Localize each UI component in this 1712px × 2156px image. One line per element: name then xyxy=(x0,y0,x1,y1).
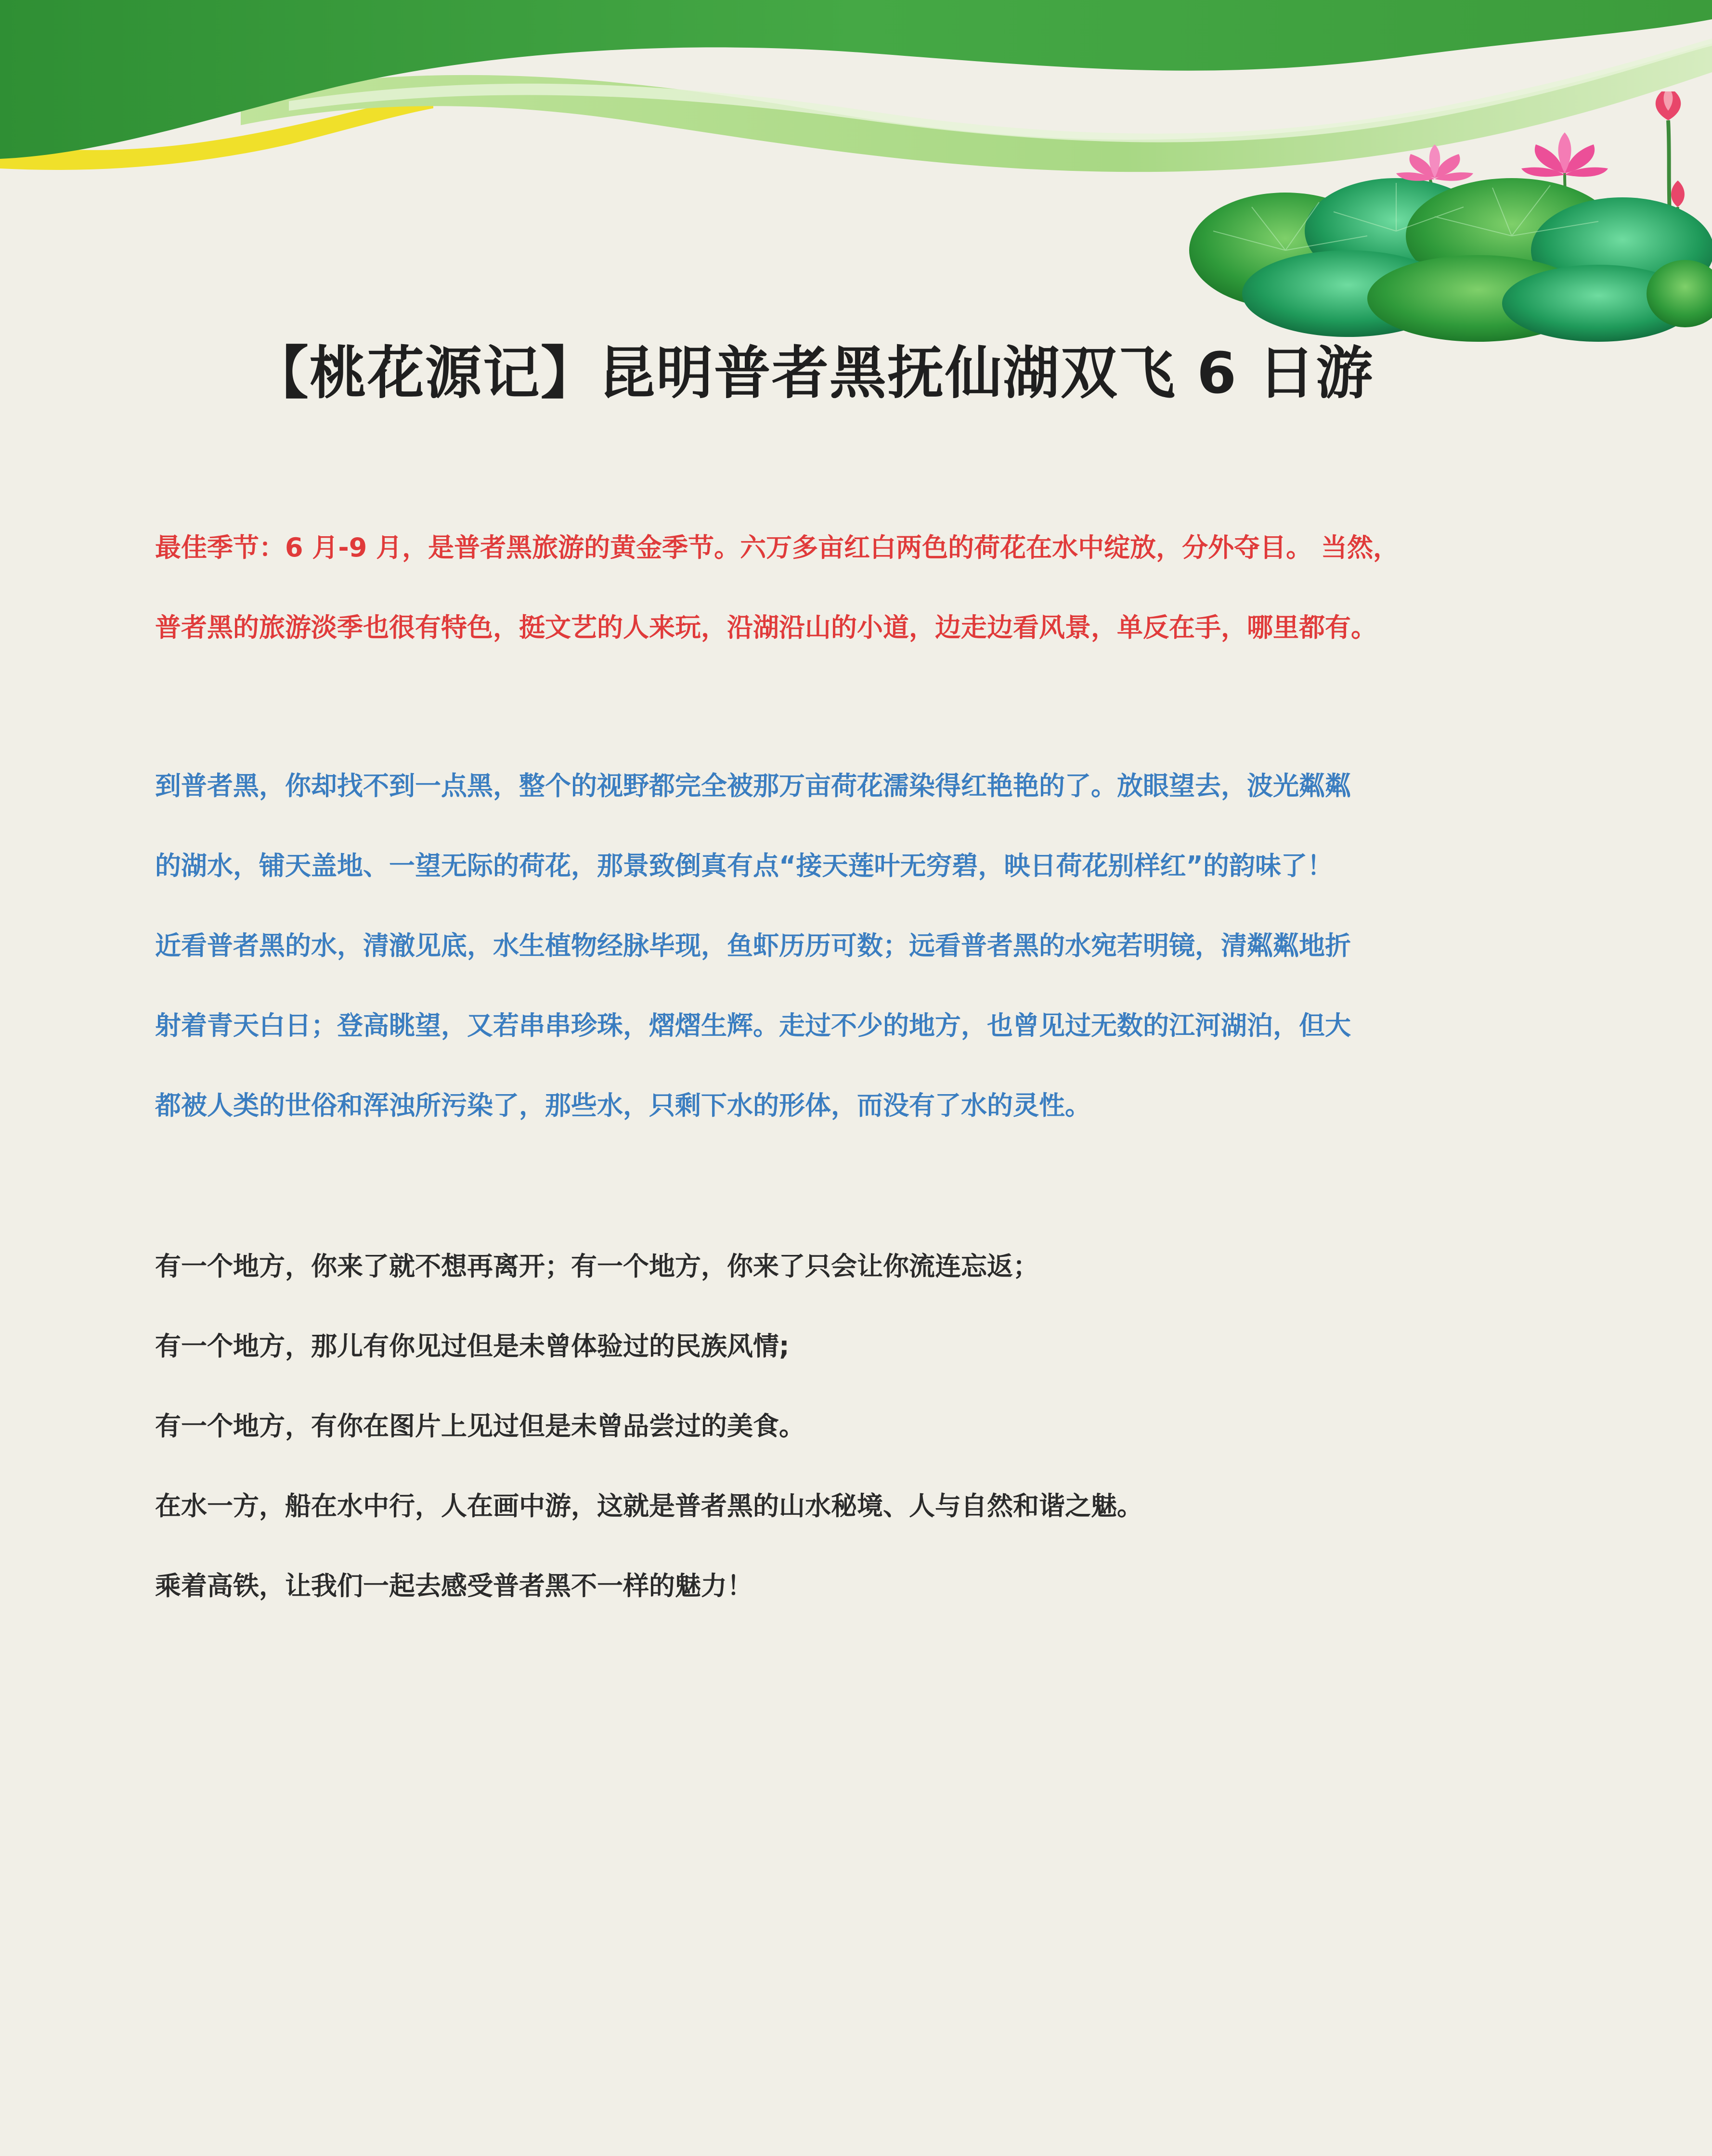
place-line: 在水一方，船在水中行，人在画中游，这就是普者黑的山水秘境、人与自然和谐之魅。 xyxy=(155,1491,1143,1521)
page-title xyxy=(0,327,1712,409)
lotus-leaves-and-flowers xyxy=(1165,91,1712,342)
place-line: 有一个地方，你来了就不想再离开；有一个地方，你来了只会让你流连忘返； xyxy=(155,1251,1039,1281)
page-title-text: 【桃花源记】昆明普者黑抚仙湖双飞 6 日游 xyxy=(251,340,1374,406)
season-line: 最佳季节：6 月-9 月，是普者黑旅游的黄金季节。六万多亩红白两色的荷花在水中绽放，分外夺目。 当然， xyxy=(155,532,1399,563)
place-line: 有一个地方，那儿有你见过但是未曾体验过的民族风情; xyxy=(155,1331,790,1361)
lake-line: 近看普者黑的水，清澈见底，水生植物经脉毕现，鱼虾历历可数；远看普者黑的水宛若明镜，清粼粼地折 xyxy=(155,930,1351,961)
lake-paragraph xyxy=(155,746,1570,1146)
season-line: 普者黑的旅游淡季也很有特色，挺文艺的人来玩，沿湖沿山的小道，边走边看风景，单反在手，哪里都有。 xyxy=(155,612,1377,643)
place-line: 乘着高铁，让我们一起去感受普者黑不一样的魅力！ xyxy=(155,1571,753,1601)
season-paragraph xyxy=(155,508,1570,668)
place-paragraph xyxy=(155,1226,1570,1626)
place-line: 有一个地方，有你在图片上见过但是未曾品尝过的美食。 xyxy=(155,1411,805,1441)
lake-line: 的湖水，铺天盖地、一望无际的荷花，那景致倒真有点“接天莲叶无穷碧，映日荷花别样红”的韵味了！ xyxy=(155,851,1333,881)
lake-line: 射着青天白日；登高眺望，又若串串珍珠，熠熠生辉。走过不少的地方，也曾见过无数的江河湖泊，但大 xyxy=(155,1010,1351,1041)
lake-line: 都被人类的世俗和浑浊所污染了，那些水，只剩下水的形体，而没有了水的灵性。 xyxy=(155,1090,1091,1121)
lake-line: 到普者黑，你却找不到一点黑，整个的视野都完全被那万亩荷花濡染得红艳艳的了。放眼望去，波光粼粼 xyxy=(155,771,1351,801)
